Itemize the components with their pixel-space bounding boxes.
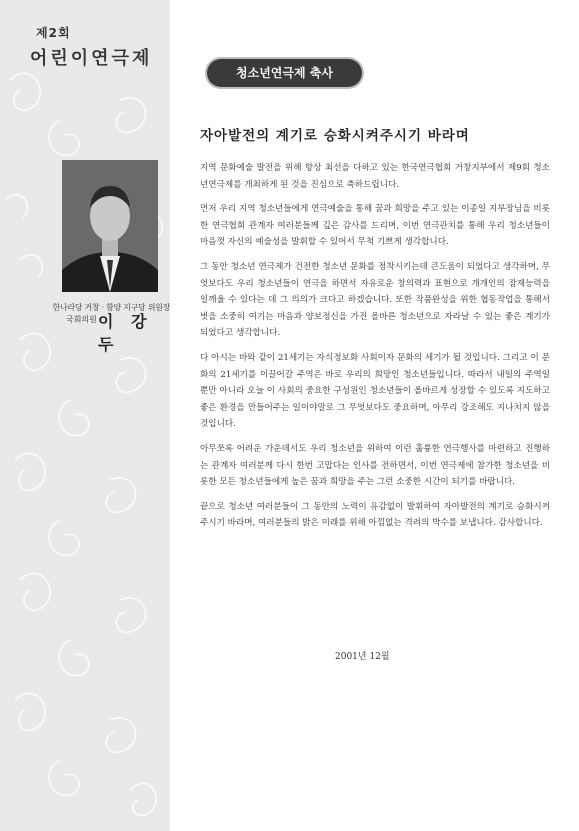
festival-edition-label: 제2회 — [36, 26, 71, 40]
paragraph-2: 먼저 우리 지역 청소년들에게 연극예술을 통해 꿈과 희망을 주고 있는 이종일 지부장님을 비롯한 연극협회 관계자 여러분들께 깊은 감사를 드리며, 이번 연극관치를 통해 우리 청소년들이 마음껏 자신의 예술성을 발휘할 수 있어서 무척 기쁘게 생각합니다. — [200, 204, 550, 248]
festival-title: 어린이연극제 — [30, 48, 153, 69]
caption-affiliation: 한나라당 거창 · 함양 지구당 위원장 — [52, 303, 170, 312]
paragraph-6: 끝으로 청소년 여러분들이 그 동안의 노력이 유감없이 발휘하여 자아발전의 계기로 승화시켜주시기 바라며, 여러분들의 밝은 미래를 위해 아낌없는 격려의 박수를 보냅니다. 감사합니다. — [200, 501, 550, 529]
caption-name: 이 강 두 — [98, 312, 153, 354]
paragraph-3: 그 동안 청소년 연극제가 건전한 청소년 문화를 정착시키는데 큰도움이 되었다고 생각하며, 무엇보다도 우리 청소년들이 연극을 하면서 자유로운 창의력과 표현으로 개개인의 잠재능력을 일깨울 수 있다는 데 그 의의가 크다고 하겠습니다. 또한 작품완성을 위한 협동작업을 통해서 벗을 소중히 여기는 마음과 양보정신을 가진 올바른 청소년으로 자라날 수 있는 좋은 계기가 되었다고 생각합니다. — [200, 261, 550, 339]
section-title-badge: 청소년연극제 축사 — [207, 59, 362, 87]
paragraph-5: 아무쪼록 어려운 가운데서도 우리 청소년을 위하여 이런 훌륭한 연극행사를 마련하고 진행하는 관계자 여러분께 다시 한번 고맙다는 인사를 전하면서, 이번 연극제에 참가한 청소년을 비롯한 모든 청소년들에게 높은 꿈과 희망을 주는 그런 소중한 시간이 되기를 바랍니다. — [200, 443, 550, 488]
decorative-swirl-pattern — [0, 0, 170, 831]
caption-position: 국회의원 — [66, 315, 97, 324]
article-body — [200, 160, 550, 540]
paragraph-1: 지역 문화예술 발전을 위해 항상 최선을 다하고 있는 한국연극협회 거창지부에서 제9회 청소년연극제를 개최하게 된 것을 진심으로 축하드립니다. — [200, 163, 550, 190]
paragraph-4: 다 아시는 바와 같이 21세기는 자식정보화 사회이자 문화의 세기가 될 것입니다. 그리고 이 문화의 21세기를 이끌어갈 주역은 바로 우리의 희망인 청소년들입니다. 따라서 내일의 주역일 뿐만 아니라 오늘 이 사회의 중요한 구성원인 청소년들이 올바르게 성장할 수 있도록 지도하고 좋은 환경을 만들어주는 일이야말로 그 무엇보다도 중요하며, 아무리 강조해도 지나치지 않을 것입니다. — [200, 352, 550, 430]
article-heading: 자아발전의 계기로 승화시켜주시기 바라며 — [200, 128, 470, 144]
left-sidebar-panel — [0, 0, 170, 831]
article-date: 2001년 12월 — [335, 652, 390, 662]
portrait-photo — [62, 160, 158, 292]
